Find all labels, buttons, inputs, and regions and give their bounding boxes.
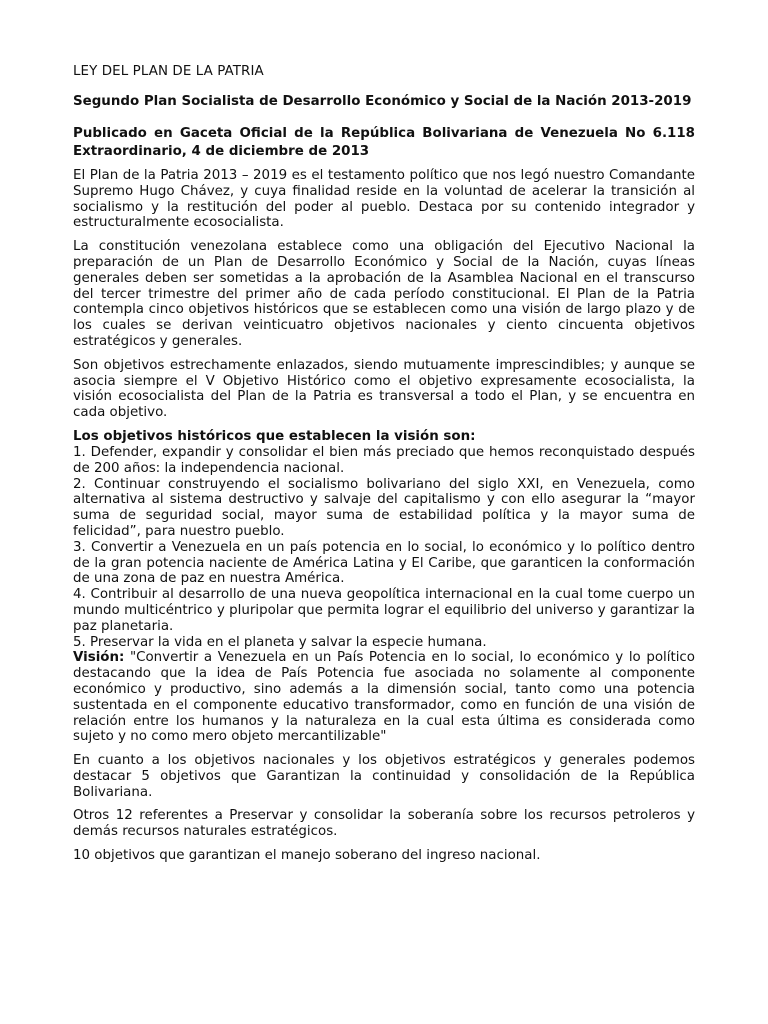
vision-paragraph — [73, 650, 695, 745]
objective-item: 4. Contribuir al desarrollo de una nueva geopolítica internacional en la cual tome cuerpo un mundo multicéntrico y pluripolar que permita lograr el equilibrio del universo y garantizar la paz planetaria. — [73, 587, 695, 634]
document-page — [73, 64, 695, 872]
objectives-link-paragraph: Son objetivos estrechamente enlazados, siendo mutuamente imprescindibles; y aunque se asocia siempre el V Objetivo Histórico como el objetivo expresamente ecosocialista, la visión ecosocialista del Plan de la Patria es transversal a todo el Plan, y se encuentra en cada objetivo. — [73, 357, 695, 421]
closing-paragraph: Otros 12 referentes a Preservar y consolidar la soberanía sobre los recursos petroleros y demás recursos naturales estratégicos. — [73, 808, 695, 840]
objective-item: 3. Convertir a Venezuela en un país potencia en lo social, lo económico y lo político dentro de la gran potencia naciente de América Latina y El Caribe, que garanticen la conformación de una zona de paz en nuestra América. — [73, 539, 695, 587]
constitution-paragraph: La constitución venezolana establece como una obligación del Ejecutivo Nacional la preparación de un Plan de Desarrollo Económico y Social de la Nación, cuyas líneas generales deben ser sometidas a la aprobación de la Asamblea Nacional en el transcurso del tercer trimestre del primer año de cada período constitucional. El Plan de la Patria contempla cinco objetivos históricos que se establecen como una visión de largo plazo y de los cuales se derivan veinticuatro objetivos nacionales y ciento cincuenta objetivos estratégicos y generales. — [73, 239, 695, 349]
objective-item: 2. Continuar construyendo el socialismo bolivariano del siglo XXI, en Venezuela, como alternativa al sistema destructivo y salvaje del capitalismo y con ello asegurar la “mayor suma de seguridad social, mayor suma de estabilidad política y la mayor suma de felicidad”, para nuestro pueblo. — [73, 476, 695, 539]
intro-paragraph: El Plan de la Patria 2013 – 2019 es el testamento político que nos legó nuestro Comandante Supremo Hugo Chávez, y cuya finalidad reside en la voluntad de acelerar la transición al socialismo y la restitución del poder al pueblo. Destaca por su contenido integrador y estructuralmente ecosocialista. — [73, 168, 695, 231]
closing-paragraph: En cuanto a los objetivos nacionales y los objetivos estratégicos y generales podemos destacar 5 objetivos que Garantizan la continuidad y consolidación de la República Bolivariana. — [73, 753, 695, 800]
objective-item: 1. Defender, expandir y consolidar el bien más preciado que hemos reconquistado después de 200 años: la independencia nacional. — [73, 444, 695, 476]
document-subtitle: Segundo Plan Socialista de Desarrollo Económico y Social de la Nación 2013-2019 — [73, 94, 692, 109]
objective-item: 5. Preservar la vida en el planeta y salvar la especie humana. — [73, 634, 487, 650]
closing-paragraph: 10 objetivos que garantizan el manejo soberano del ingreso nacional. — [73, 848, 541, 864]
historic-objectives-list — [73, 445, 695, 650]
gazette-publication-note: Publicado en Gaceta Oficial de la República Bolivariana de Venezuela No 6.118 Extraordinario, 4 de diciembre de 2013 — [73, 126, 695, 159]
vision-label: Visión: — [73, 650, 125, 666]
document-title: LEY DEL PLAN DE LA PATRIA — [73, 64, 264, 79]
vision-text: "Convertir a Venezuela en un País Potencia en lo social, lo económico y lo político destacando que la idea de País Potencia fue asociada no solamente al componente económico y productivo, sino además a la dimensión social, tanto como una potencia sustentada en el componente educativo transformador, como en función de una visión de relación entre los humanos y la naturaleza en la cual esta última es considerada como sujeto y no como mero objeto mercantilizable" — [73, 650, 695, 745]
objectives-heading: Los objetivos históricos que establecen la visión son: — [73, 428, 476, 444]
